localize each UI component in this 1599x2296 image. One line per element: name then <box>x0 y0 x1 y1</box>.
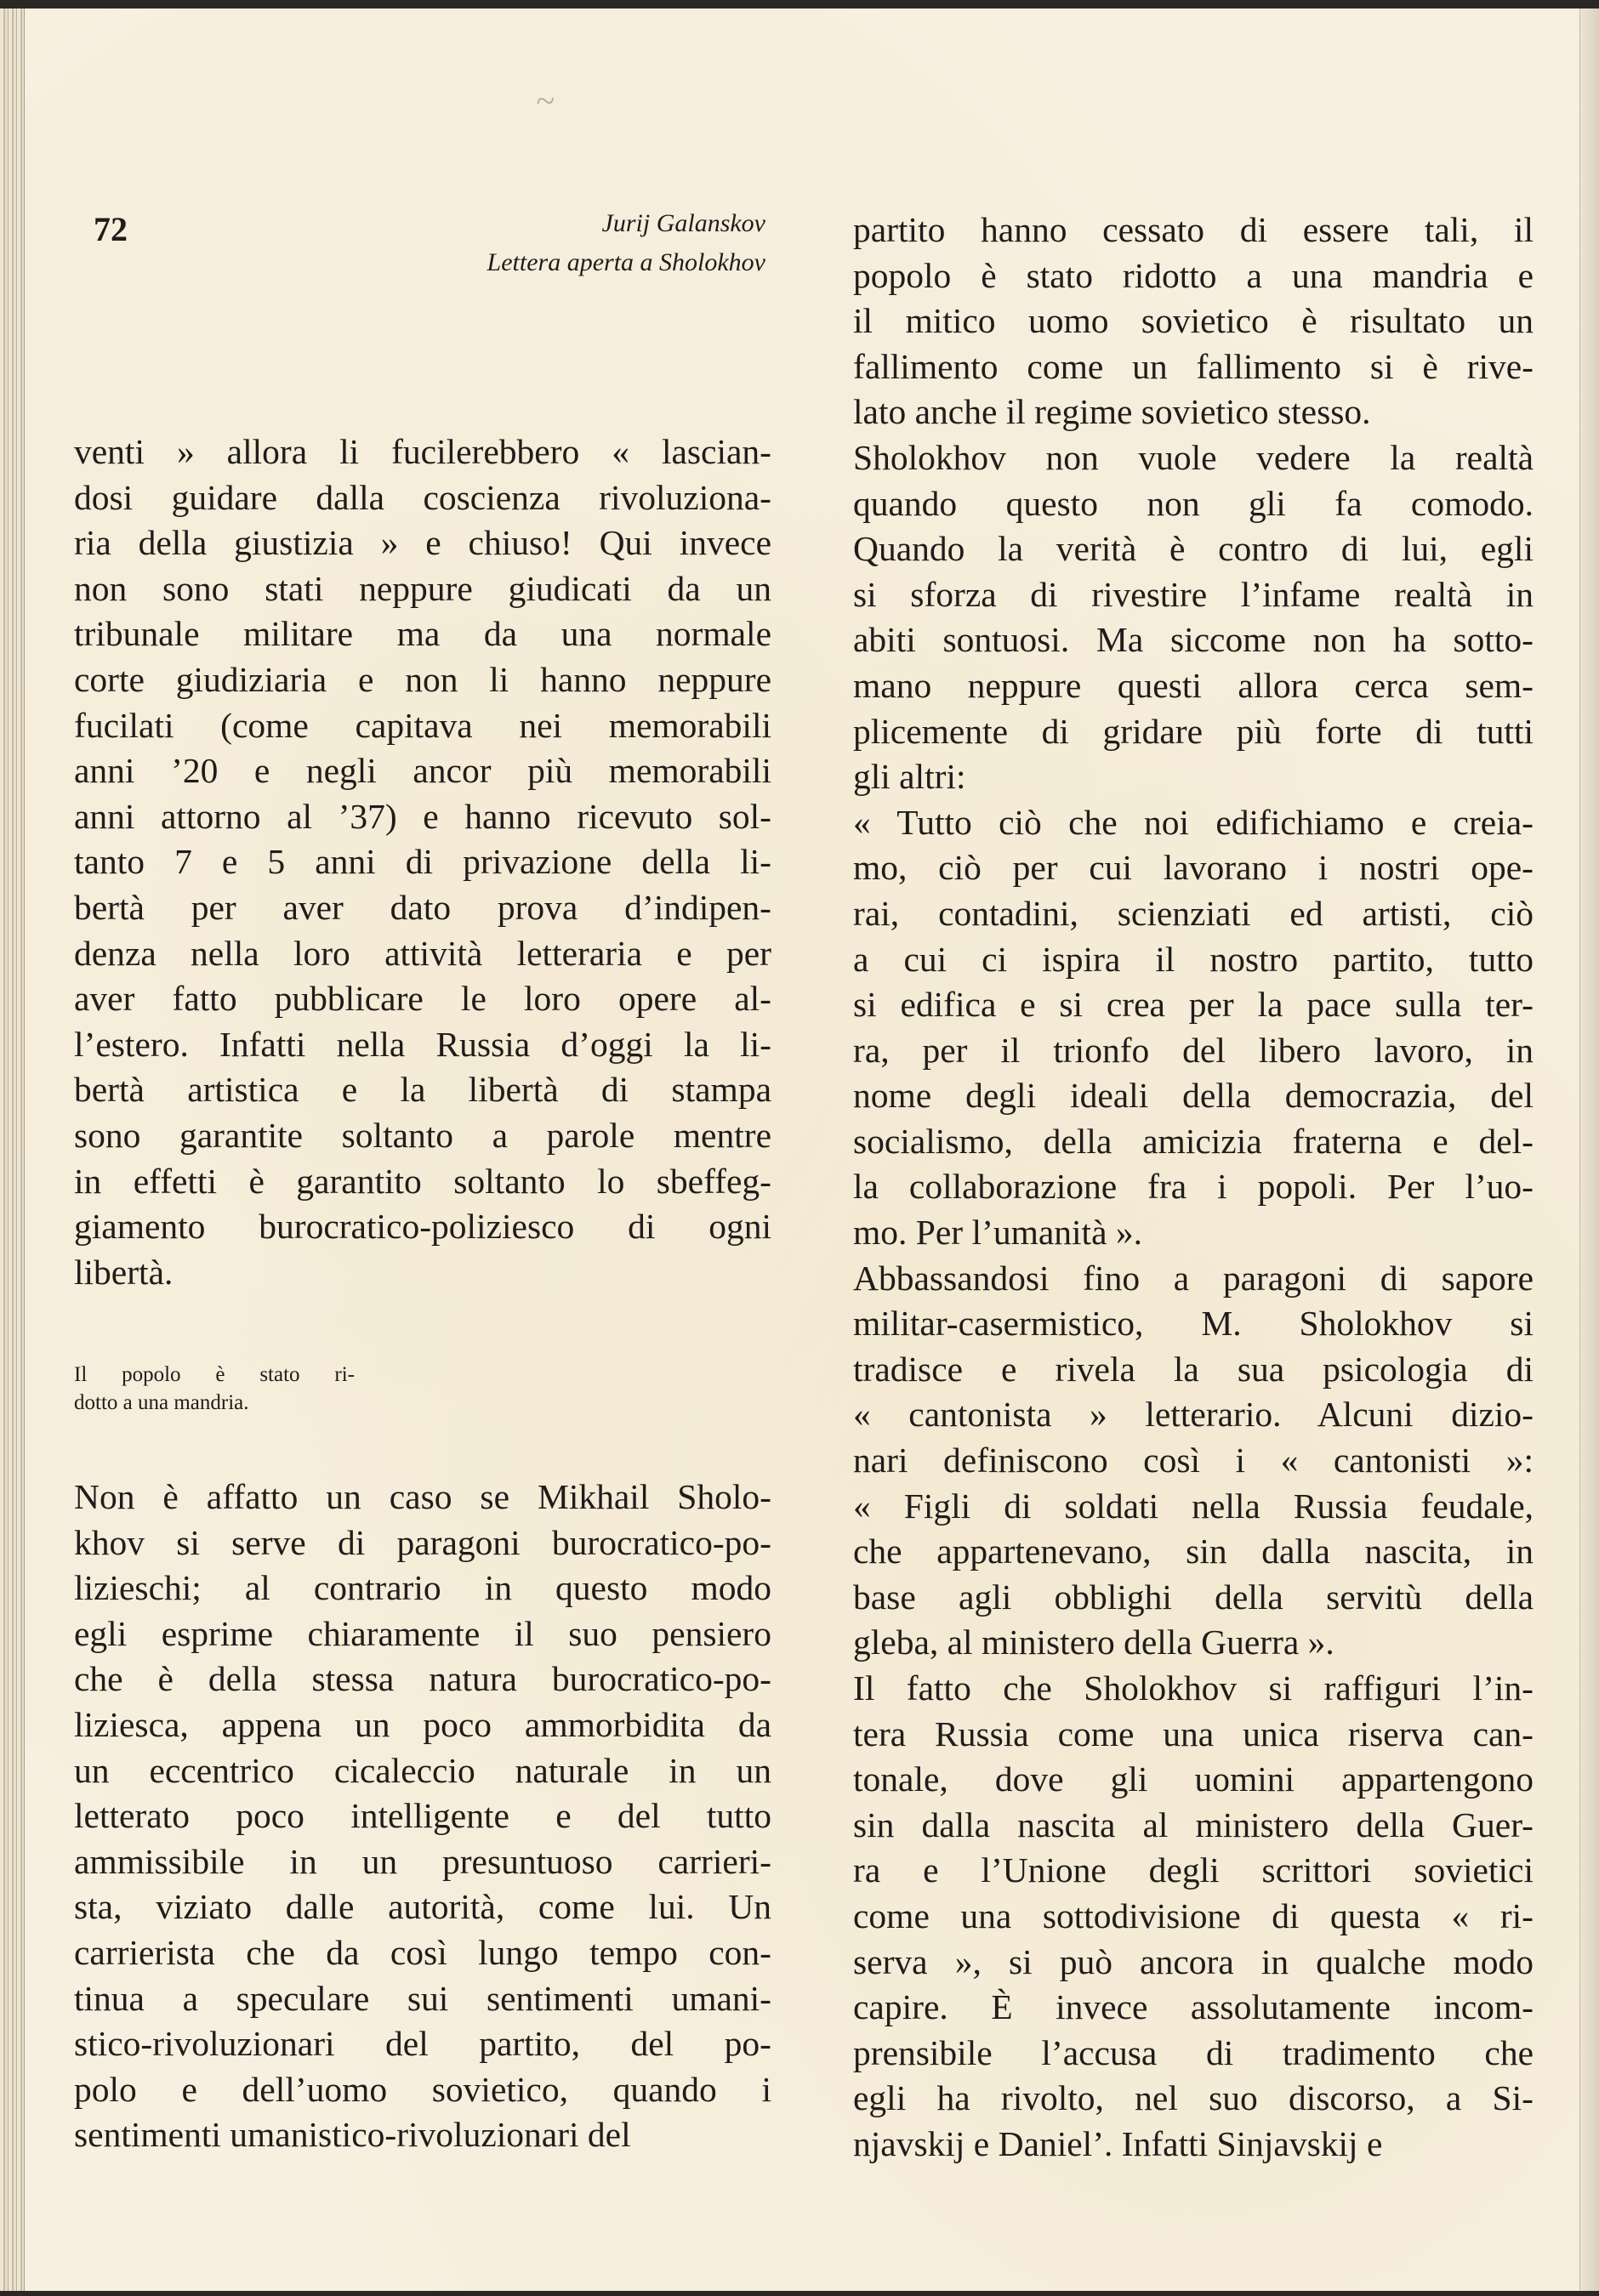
text-line: gli altri: <box>853 757 966 797</box>
text-line: letterato poco intelligente e del tutto <box>74 1796 771 1836</box>
text-line: il mitico uomo sovietico è risultato un <box>853 301 1534 341</box>
text-line: tera Russia come una unica riserva can- <box>853 1713 1534 1753</box>
text-line: Non è affatto un caso se Mikhail Sholo- <box>74 1477 771 1516</box>
text-line: bertà artistica e la libertà di stampa <box>74 1070 771 1110</box>
text-line: libertà. <box>74 1252 174 1292</box>
text-line: « Tutto ciò che noi edifichiamo e creia- <box>853 802 1534 842</box>
text-line: anni attorno al ’37) e hanno ricevuto sol- <box>74 796 771 836</box>
text-line: giamento burocratico-poliziesco di ogni <box>74 1207 771 1247</box>
text-line: liziesca, appena un poco ammorbidita da <box>74 1704 771 1744</box>
text-line: in effetti è garantito soltanto lo sbeffeg- <box>74 1161 771 1201</box>
text-line: fallimento come un fallimento si è rive- <box>853 346 1534 386</box>
text-line: Quando la verità è contro di lui, egli <box>853 529 1534 569</box>
text-line: si edifica e si crea per la pace sulla ter- <box>853 985 1534 1025</box>
running-header-author: Jurij Galanskov <box>601 209 765 237</box>
right-column <box>853 207 1534 2168</box>
page-edges-left <box>0 9 24 2291</box>
running-header <box>323 204 765 282</box>
left-column-bottom <box>74 1475 771 2158</box>
text-line: dotto a una mandria. <box>74 1391 249 1414</box>
text-line: socialismo, della amicizia fraterna e del- <box>853 1121 1534 1161</box>
text-line: mano neppure questi allora cerca sem- <box>853 665 1534 705</box>
running-header-title: Lettera aperta a Sholokhov <box>487 248 765 276</box>
text-line: partito hanno cessato di essere tali, il <box>853 210 1534 249</box>
text-line: lato anche il regime sovietico stesso. <box>853 392 1371 432</box>
text-line: « Figli di soldati nella Russia feudale, <box>853 1486 1534 1526</box>
text-line: plicemente di gridare più forte di tutti <box>853 711 1534 751</box>
text-line: anni ’20 e negli ancor più memorabili <box>74 751 771 791</box>
text-line: quando questo non gli fa comodo. <box>853 483 1534 523</box>
text-line: a cui ci ispira il nostro partito, tutto <box>853 939 1534 979</box>
text-line: rai, contadini, scienziati ed artisti, ciò <box>853 893 1534 933</box>
pen-mark: ~ <box>536 82 555 120</box>
text-line: base agli obblighi della servitù della <box>853 1577 1534 1617</box>
page-edge-right <box>1579 9 1599 2291</box>
text-line: militar-casermistico, M. Sholokhov si <box>853 1304 1534 1344</box>
text-line: popolo è stato ridotto a una mandria e <box>853 255 1534 295</box>
text-line: che appartenevano, sin dalla nascita, in <box>853 1532 1534 1571</box>
text-line: l’estero. Infatti nella Russia d’oggi la li- <box>74 1024 771 1064</box>
text-line: aver fatto pubblicare le loro opere al- <box>74 979 771 1019</box>
text-line: ra e l’Unione degli scrittori sovietici <box>853 1850 1534 1890</box>
text-line: stico-rivoluzionari del partito, del po- <box>74 2024 771 2064</box>
text-line: come una sottodivisione di questa « ri- <box>853 1895 1534 1935</box>
text-line: dosi guidare dalla coscienza rivoluziona- <box>74 477 771 517</box>
text-line: sin dalla nascita al ministero della Guer- <box>853 1804 1534 1844</box>
text-line: un eccentrico cicaleccio naturale in un <box>74 1750 771 1790</box>
text-line: tinua a speculare sui sentimenti umani- <box>74 1978 771 2018</box>
text-line: ra, per il trionfo del libero lavoro, in <box>853 1030 1534 1070</box>
text-line: carrierista che da così lungo tempo con- <box>74 1932 771 1972</box>
text-line: sono garantite soltanto a parole mentre <box>74 1115 771 1155</box>
text-line: che è della stessa natura burocratico-po- <box>74 1659 771 1699</box>
text-line: tanto 7 e 5 anni di privazione della li- <box>74 842 771 882</box>
text-line: nome degli ideali della democrazia, del <box>853 1076 1534 1116</box>
text-line: tonale, dove gli uomini appartengono <box>853 1759 1534 1799</box>
text-line: si sforza di rivestire l’infame realtà in <box>853 574 1534 614</box>
text-line: sentimenti umanistico-rivoluzionari del <box>74 2115 631 2155</box>
text-line: egli ha rivolto, nel suo discorso, a Si- <box>853 2078 1534 2118</box>
text-line: polo e dell’uomo sovietico, quando i <box>74 2069 771 2109</box>
text-line: « cantonista » letterario. Alcuni dizio- <box>853 1395 1534 1435</box>
text-line: lizieschi; al contrario in questo modo <box>74 1568 771 1608</box>
text-line: njavskij e Daniel’. Infatti Sinjavskij e <box>853 2123 1383 2163</box>
text-line: Sholokhov non vuole vedere la realtà <box>853 437 1534 477</box>
left-column-top <box>74 429 771 1295</box>
text-line: bertà per aver dato prova d’indipen- <box>74 887 771 927</box>
text-line: mo, ciò per cui lavorano i nostri ope- <box>853 848 1534 888</box>
text-line: fucilati (come capitava nei memorabili <box>74 705 771 745</box>
text-line: gleba, al ministero della Guerra ». <box>853 1623 1334 1662</box>
page-number: 72 <box>94 210 128 248</box>
text-line: ria della giustizia » e chiuso! Qui invece <box>74 523 771 563</box>
text-line: capire. È invece assolutamente incom- <box>853 1987 1534 2027</box>
text-line: sta, viziato dalle autorità, come lui. Un <box>74 1887 771 1927</box>
text-line: abiti sontuosi. Ma siccome non ha sotto- <box>853 620 1534 660</box>
text-line: egli esprime chiaramente il suo pensiero <box>74 1613 771 1653</box>
text-line: ammissibile in un presuntuoso carrieri- <box>74 1841 771 1881</box>
text-line: tradisce e rivela la sua psicologia di <box>853 1349 1534 1389</box>
margin-note <box>74 1361 355 1417</box>
text-line: corte giudiziaria e non li hanno neppure <box>74 659 771 699</box>
text-line: mo. Per l’umanità ». <box>853 1213 1143 1253</box>
text-line: khov si serve di paragoni burocratico-po- <box>74 1522 771 1562</box>
text-line: nari definiscono così i « cantonisti »: <box>853 1441 1534 1480</box>
text-line: denza nella loro attività letteraria e per <box>74 933 771 973</box>
text-line: Il fatto che Sholokhov si raffiguri l’in- <box>853 1668 1534 1708</box>
text-line: Il popolo è stato ri- <box>74 1363 355 1386</box>
text-line: venti » allora li fucilerebbero « lascian- <box>74 432 771 471</box>
text-line: non sono stati neppure giudicati da un <box>74 568 771 608</box>
text-line: serva », si può ancora in qualche modo <box>853 1941 1534 1981</box>
text-line: tribunale militare ma da una normale <box>74 614 771 654</box>
text-line: Abbassandosi fino a paragoni di sapore <box>853 1258 1534 1298</box>
text-line: la collaborazione fra i popoli. Per l’uo- <box>853 1167 1534 1207</box>
text-line: prensibile l’accusa di tradimento che <box>853 2032 1534 2072</box>
